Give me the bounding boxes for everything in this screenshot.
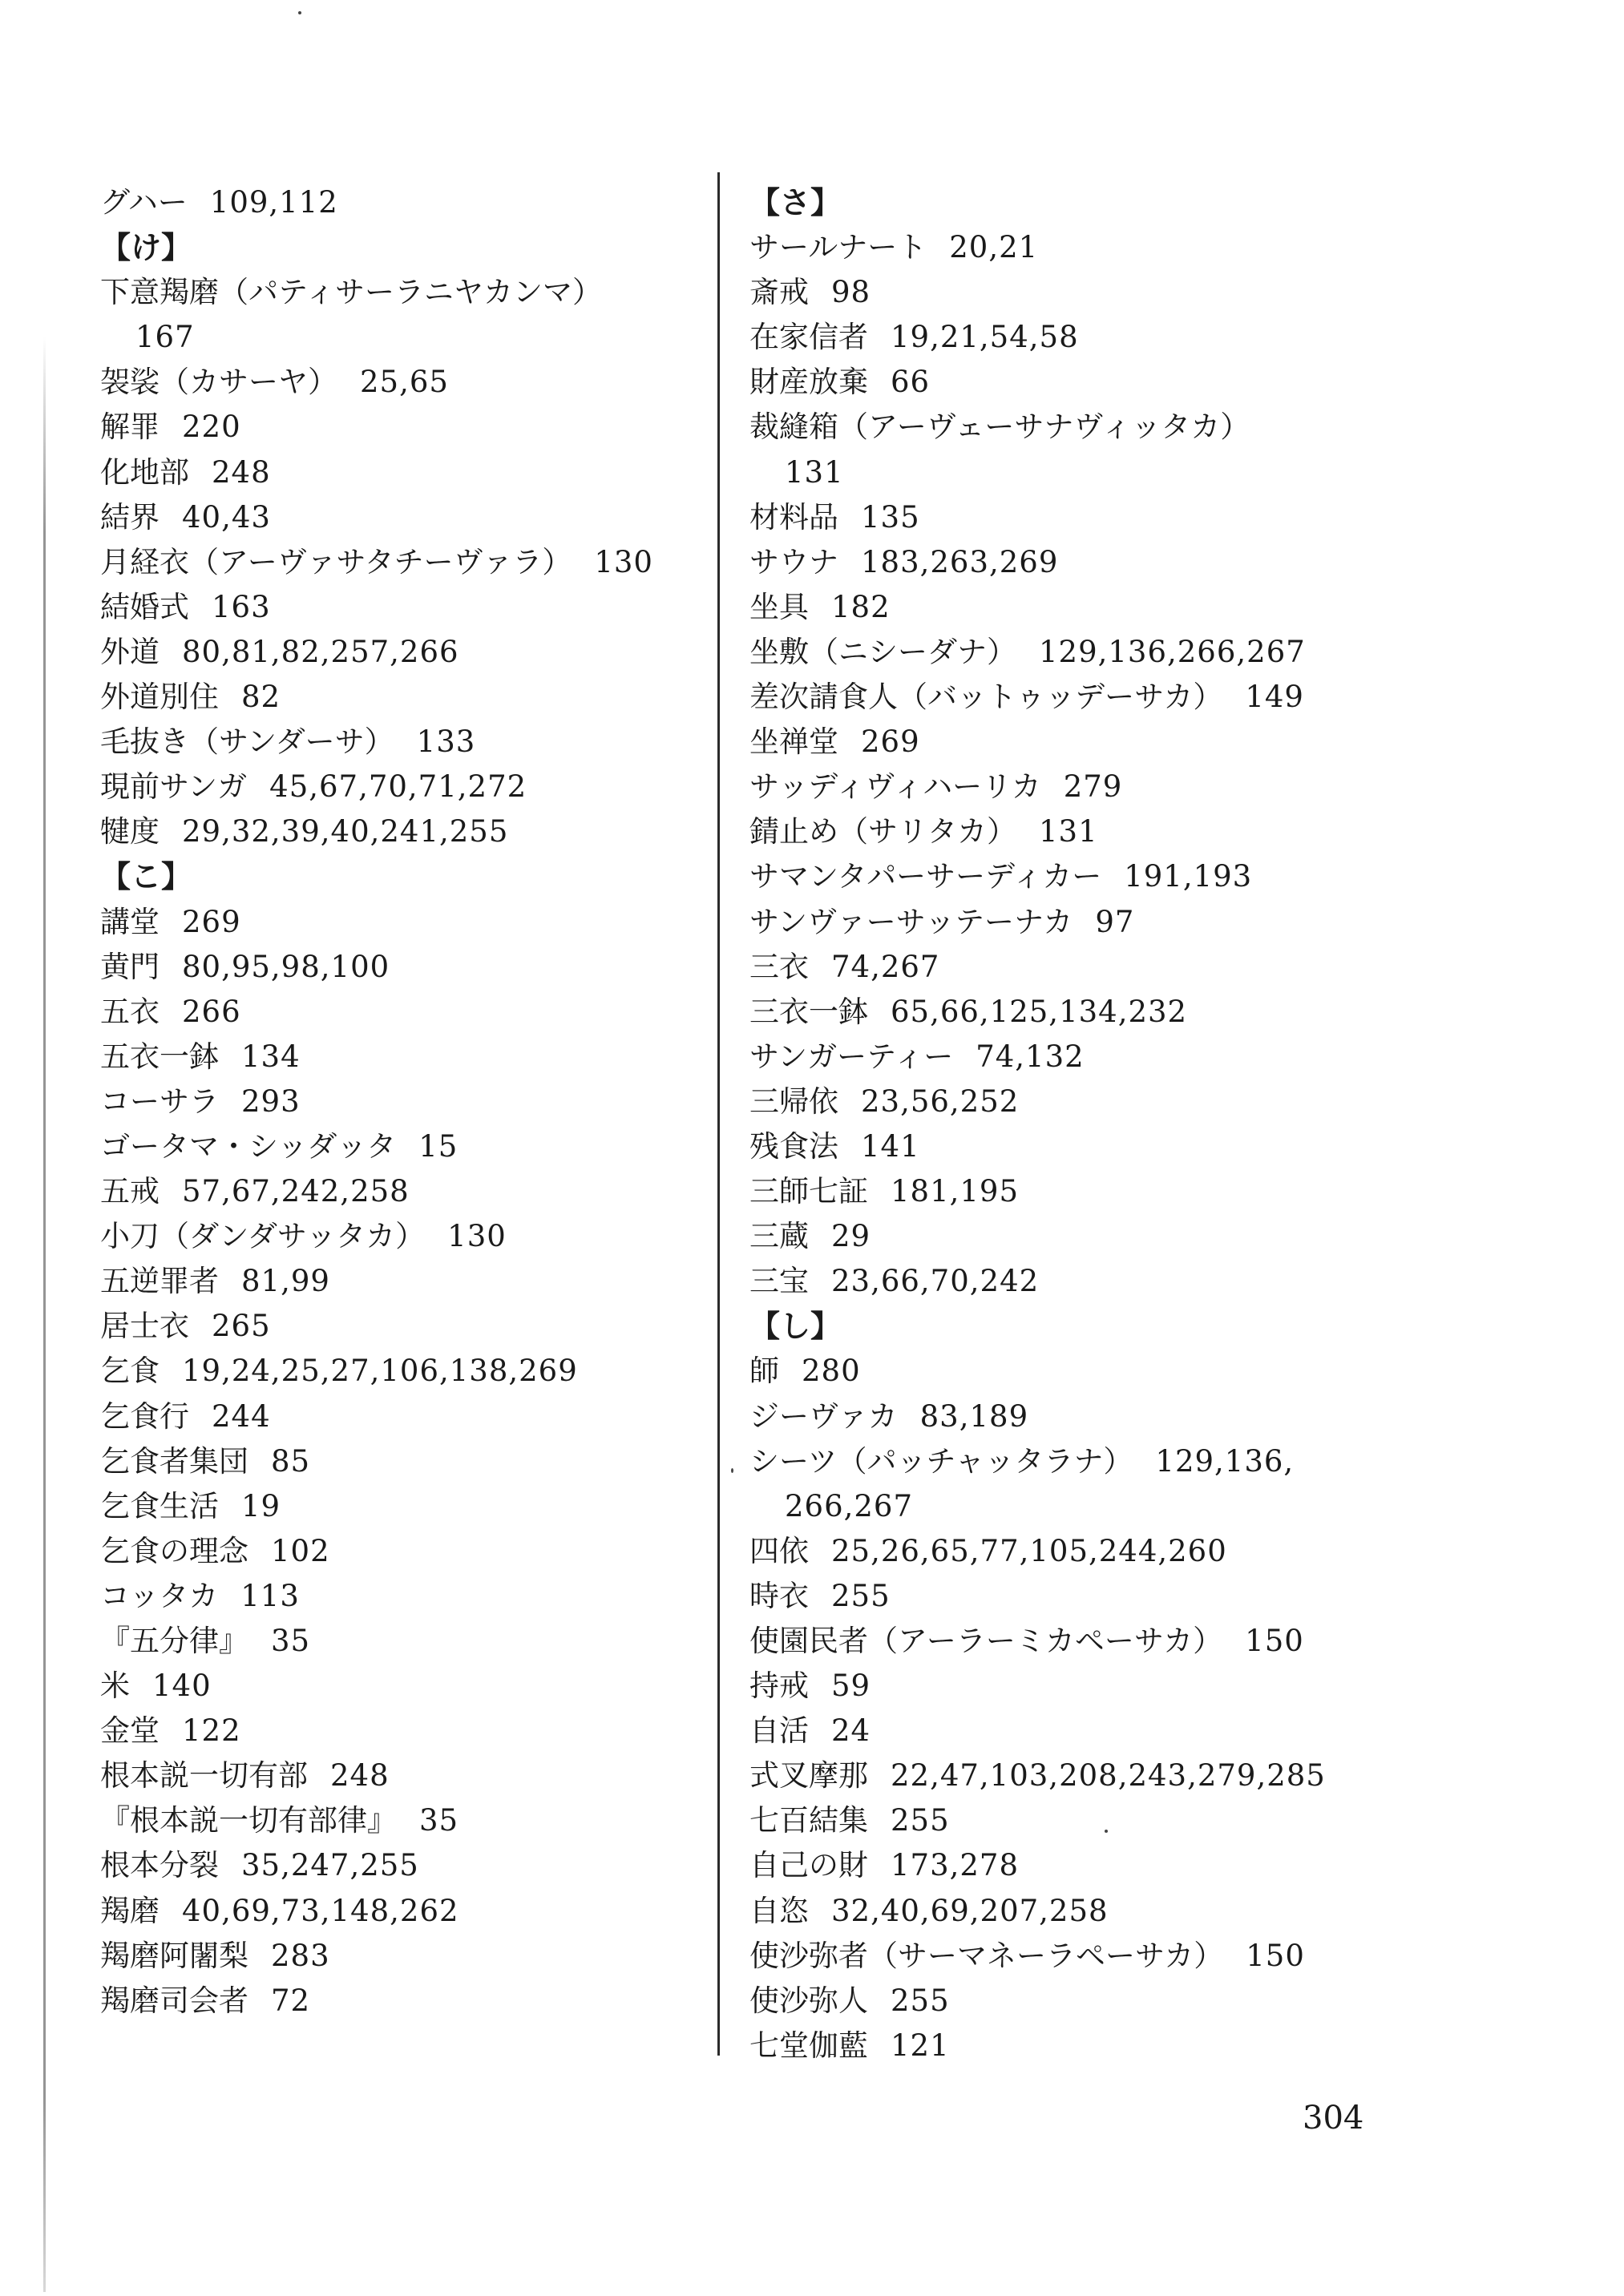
- index-term: 四依: [749, 1533, 809, 1568]
- index-term: 犍度: [100, 814, 160, 849]
- index-term: 持戒: [749, 1669, 809, 1704]
- index-term: コーサラ: [100, 1083, 219, 1119]
- index-entry: [100, 270, 725, 315]
- index-term: 外道: [100, 634, 160, 669]
- index-entry: [749, 1349, 1551, 1394]
- index-page-refs: 140: [152, 1669, 212, 1704]
- index-term: 乞食の理念: [100, 1533, 248, 1568]
- index-term: 五衣: [100, 994, 160, 1029]
- index-term: 羯磨: [100, 1893, 160, 1928]
- index-entry: [100, 1889, 725, 1934]
- index-term: 自恣: [749, 1893, 809, 1928]
- index-entry: [749, 1259, 1551, 1304]
- index-page-refs: 283: [271, 1938, 330, 1973]
- index-page-refs: 15: [418, 1128, 459, 1164]
- index-term: 三帰依: [749, 1083, 838, 1119]
- index-term: 乞食者集団: [100, 1443, 248, 1479]
- index-entry: [100, 1124, 725, 1169]
- index-entry: [749, 1979, 1551, 2024]
- index-term: サンヴァーサッテーナカ: [749, 904, 1073, 939]
- index-section-heading: [749, 180, 1551, 225]
- index-entry: [749, 225, 1551, 270]
- index-term: 根本説一切有部: [100, 1758, 308, 1794]
- index-page-refs: 35: [271, 1624, 311, 1658]
- index-page-refs: 82: [241, 680, 281, 715]
- index-entry: [749, 585, 1551, 630]
- index-term: 斎戒: [749, 275, 809, 310]
- index-term: 乞食生活: [100, 1488, 219, 1523]
- index-term: ゴータマ・シッダッタ: [100, 1128, 397, 1164]
- index-entry: [749, 854, 1551, 899]
- index-term: 結界: [100, 499, 160, 535]
- index-term: 使園民者（アーラーミカペーサカ）: [749, 1624, 1223, 1658]
- index-entry: [100, 1349, 725, 1394]
- index-entry: [749, 2024, 1551, 2068]
- index-term: グハー: [100, 185, 188, 220]
- index-entry: [749, 945, 1551, 990]
- index-term: 毛抜き（サンダーサ）: [100, 724, 394, 760]
- index-page-refs: 129,136,266,267: [1039, 634, 1306, 669]
- index-page-refs: 81,99: [241, 1264, 330, 1299]
- index-page-refs: 23,56,252: [861, 1083, 1020, 1119]
- index-entry: [749, 1079, 1551, 1124]
- index-entry: [100, 360, 725, 405]
- index-term: 式叉摩那: [749, 1758, 868, 1794]
- page-number: 304: [1303, 2100, 1364, 2137]
- index-entry: [749, 360, 1551, 405]
- index-entry: [749, 809, 1551, 854]
- index-entry: [100, 1979, 725, 2024]
- index-entry: [100, 1169, 725, 1214]
- index-term: 錆止め（サリタカ）: [749, 814, 1016, 849]
- index-entry: [749, 1619, 1551, 1664]
- index-term: 解罪: [100, 410, 160, 445]
- index-term: 『根本説一切有部律』: [100, 1803, 397, 1838]
- index-entry: [100, 180, 725, 225]
- index-term: 使沙弥者（サーマネーラペーサカ）: [749, 1938, 1224, 1973]
- index-page-refs: 131: [785, 454, 844, 490]
- index-column-left: [100, 180, 725, 2024]
- index-entry: [749, 540, 1551, 585]
- index-term: 裁縫箱（アーヴェーサナヴィッタカ）: [749, 410, 1250, 445]
- index-page-refs: 280: [802, 1354, 861, 1389]
- index-page-refs: 183,263,269: [861, 544, 1059, 579]
- index-page-refs: 74,267: [831, 949, 940, 984]
- index-entry: [749, 1843, 1551, 1888]
- index-term: 時衣: [749, 1578, 809, 1613]
- index-term: 七堂伽藍: [749, 2028, 868, 2063]
- index-page-refs: 266,267: [785, 1488, 914, 1523]
- index-entry: [749, 1124, 1551, 1169]
- index-term: 五衣一鉢: [100, 1039, 219, 1074]
- index-term: 師: [749, 1354, 779, 1389]
- index-term: 三衣一鉢: [749, 994, 868, 1029]
- index-page-refs: 129,136,: [1155, 1443, 1295, 1479]
- index-page-refs: 133: [416, 724, 476, 760]
- section-label: 【け】: [100, 230, 192, 266]
- index-page-refs: 65,66,125,134,232: [891, 994, 1188, 1029]
- index-entry: [100, 630, 725, 675]
- index-page-refs: 130: [447, 1219, 507, 1254]
- index-page-refs: 24: [831, 1713, 871, 1749]
- index-page-refs: 66: [891, 365, 931, 400]
- index-section-heading: [749, 1304, 1551, 1349]
- index-page-refs: 45,67,70,71,272: [269, 769, 527, 805]
- index-entry: [749, 1709, 1551, 1753]
- index-page-refs: 98: [831, 275, 871, 310]
- index-entry: [749, 1529, 1551, 1574]
- index-term: 黄門: [100, 949, 160, 984]
- index-page-refs: 163: [212, 589, 271, 624]
- index-entry: [100, 1529, 725, 1574]
- index-page-refs: 131: [1039, 814, 1098, 849]
- index-term: 三師七証: [749, 1174, 868, 1209]
- index-entry: [749, 270, 1551, 315]
- index-term: 三衣: [749, 949, 809, 984]
- index-entry: [749, 720, 1551, 765]
- index-term: 在家信者: [749, 320, 868, 355]
- index-entry: [749, 1035, 1551, 1079]
- index-page-refs: 167: [135, 320, 195, 355]
- index-page-refs: 35: [419, 1803, 459, 1838]
- index-page-refs: 25,26,65,77,105,244,260: [831, 1533, 1227, 1568]
- index-entry: [749, 1753, 1551, 1798]
- index-entry: [749, 990, 1551, 1035]
- section-label: 【さ】: [749, 185, 842, 220]
- index-term: 講堂: [100, 904, 160, 939]
- index-page-refs: 32,40,69,207,258: [831, 1893, 1109, 1928]
- index-page-refs: 293: [241, 1083, 301, 1119]
- index-term: サッディヴィハーリカ: [749, 769, 1041, 805]
- index-entry: [100, 1619, 725, 1664]
- index-entry: [749, 1574, 1551, 1619]
- index-page-refs: 72: [271, 1983, 311, 2018]
- index-page-refs: 29: [831, 1219, 871, 1254]
- index-entry: [100, 1394, 725, 1439]
- index-entry: [100, 1259, 725, 1304]
- index-term: 乞食行: [100, 1398, 189, 1434]
- index-term: 材料品: [749, 499, 838, 535]
- index-entry: [749, 630, 1551, 675]
- binding-edge: [0, 0, 48, 2296]
- index-entry: [749, 765, 1551, 809]
- index-entry: [749, 1214, 1551, 1259]
- index-page-refs: 191,193: [1124, 859, 1253, 894]
- index-term: 現前サンガ: [100, 769, 248, 805]
- index-entry: [100, 540, 725, 585]
- index-entry: [100, 1934, 725, 1979]
- scan-speck: [731, 1468, 733, 1473]
- index-entry: [100, 1753, 725, 1798]
- index-page-refs: 19: [241, 1488, 281, 1523]
- index-page-refs: 22,47,103,208,243,279,285: [891, 1758, 1326, 1794]
- index-page-refs: 20,21: [949, 230, 1039, 265]
- index-entry: [749, 315, 1551, 360]
- index-page-refs: 248: [330, 1758, 390, 1794]
- index-entry: [100, 1079, 725, 1124]
- index-entry: [100, 315, 725, 360]
- index-page-refs: 40,69,73,148,262: [182, 1893, 459, 1928]
- index-page-refs: 121: [891, 2028, 950, 2063]
- index-page-refs: 149: [1245, 680, 1304, 715]
- index-page-refs: 255: [891, 1803, 950, 1838]
- index-page-refs: 255: [891, 1983, 950, 2018]
- index-page-refs: 19,24,25,27,106,138,269: [182, 1354, 578, 1389]
- index-entry: [100, 1798, 725, 1843]
- index-entry: [100, 1035, 725, 1079]
- index-page-refs: 244: [212, 1398, 271, 1434]
- index-term: サンガーティー: [749, 1039, 954, 1074]
- index-entry: [100, 495, 725, 540]
- index-term: 下意羯磨（パティサーラニヤカンマ）: [100, 275, 603, 310]
- index-section-heading: [100, 225, 725, 270]
- index-entry: [100, 1484, 725, 1529]
- index-term: 三宝: [749, 1264, 809, 1299]
- index-entry: [100, 990, 725, 1035]
- scan-speck: [1105, 1830, 1108, 1833]
- index-term: 米: [100, 1669, 130, 1704]
- index-page-refs: 29,32,39,40,241,255: [182, 814, 509, 849]
- index-term: サールナート: [749, 230, 927, 265]
- index-term: 乞食: [100, 1354, 160, 1389]
- index-entry: [100, 1439, 725, 1484]
- index-page-refs: 269: [182, 904, 241, 939]
- index-section-heading: [100, 854, 725, 899]
- index-entry: [100, 1664, 725, 1709]
- index-entry: [749, 1394, 1551, 1439]
- index-term: 『五分律』: [100, 1624, 248, 1658]
- index-column-right: [749, 180, 1551, 2068]
- index-page-refs: 130: [594, 544, 653, 579]
- index-entry: [100, 450, 725, 495]
- index-entry: [749, 1484, 1551, 1529]
- index-page-refs: 80,81,82,257,266: [182, 634, 459, 669]
- index-term: ジーヴァカ: [749, 1398, 898, 1434]
- index-page-refs: 23,66,70,242: [831, 1264, 1040, 1299]
- index-page-refs: 19,21,54,58: [891, 320, 1079, 355]
- index-page-refs: 80,95,98,100: [182, 949, 390, 984]
- index-page-refs: 74,132: [976, 1039, 1085, 1074]
- index-page-refs: 150: [1246, 1938, 1305, 1973]
- index-entry: [749, 405, 1551, 450]
- column-divider: [717, 172, 720, 2056]
- section-label: 【こ】: [100, 859, 192, 895]
- index-entry: [100, 1304, 725, 1349]
- index-page-refs: 122: [182, 1713, 241, 1749]
- index-entry: [749, 1798, 1551, 1843]
- index-term: 金堂: [100, 1713, 160, 1749]
- index-page-refs: 109,112: [209, 185, 338, 220]
- index-page-refs: 102: [271, 1533, 330, 1568]
- index-page-refs: 83,189: [919, 1398, 1029, 1434]
- index-page-refs: 134: [241, 1039, 301, 1074]
- index-entry: [749, 1889, 1551, 1934]
- index-entry: [100, 585, 725, 630]
- index-term: 袈裟（カサーヤ）: [100, 365, 337, 400]
- index-page-refs: 135: [861, 499, 920, 535]
- index-term: 使沙弥人: [749, 1983, 868, 2018]
- index-page-refs: 35,247,255: [241, 1848, 419, 1883]
- index-term: 坐禅堂: [749, 724, 838, 760]
- index-entry: [749, 1934, 1551, 1979]
- index-term: 外道別住: [100, 680, 219, 715]
- index-term: 坐具: [749, 589, 809, 624]
- index-term: 残食法: [749, 1128, 838, 1164]
- index-page-refs: 59: [831, 1669, 871, 1704]
- index-page-refs: 266: [182, 994, 241, 1029]
- index-term: 自活: [749, 1713, 809, 1749]
- index-term: 羯磨司会者: [100, 1983, 248, 2018]
- index-page-refs: 25,65: [360, 365, 449, 400]
- index-page-refs: 269: [861, 724, 920, 760]
- index-entry: [749, 900, 1551, 945]
- index-entry: [100, 765, 725, 809]
- index-term: 七百結集: [749, 1803, 868, 1838]
- index-entry: [100, 1574, 725, 1619]
- index-entry: [100, 1214, 725, 1259]
- index-term: 根本分裂: [100, 1848, 219, 1883]
- index-entry: [749, 450, 1551, 495]
- index-entry: [749, 495, 1551, 540]
- index-term: サマンタパーサーディカー: [749, 859, 1102, 894]
- index-page-refs: 181,195: [891, 1174, 1020, 1209]
- index-entry: [100, 900, 725, 945]
- index-page-refs: 265: [212, 1309, 271, 1344]
- index-term: 五戒: [100, 1174, 160, 1209]
- index-term: 結婚式: [100, 589, 189, 624]
- index-term: 自己の財: [749, 1848, 868, 1883]
- index-page-refs: 150: [1245, 1624, 1304, 1658]
- index-entry: [749, 1169, 1551, 1214]
- index-term: 居士衣: [100, 1309, 189, 1344]
- index-term: 財産放棄: [749, 365, 868, 400]
- index-entry: [100, 675, 725, 720]
- index-page-refs: 220: [182, 410, 241, 445]
- index-page-refs: 85: [271, 1443, 311, 1479]
- index-entry: [749, 675, 1551, 720]
- index-entry: [100, 1709, 725, 1753]
- index-page-refs: 40,43: [182, 499, 271, 535]
- index-page-refs: 57,67,242,258: [182, 1174, 410, 1209]
- index-term: コッタカ: [100, 1578, 219, 1613]
- index-page-refs: 248: [212, 454, 271, 490]
- index-entry: [100, 720, 725, 765]
- index-term: 五逆罪者: [100, 1264, 219, 1299]
- index-page-refs: 97: [1095, 904, 1135, 939]
- index-entry: [749, 1439, 1551, 1484]
- index-term: 三蔵: [749, 1219, 809, 1254]
- index-term: 坐敷（ニシーダナ）: [749, 634, 1016, 669]
- index-term: 差次請食人（バットゥッデーサカ）: [749, 680, 1223, 715]
- index-term: シーツ（パッチャッタラナ）: [749, 1443, 1133, 1479]
- index-page-refs: 255: [831, 1578, 891, 1613]
- index-page-refs: 182: [831, 589, 891, 624]
- scan-speck: [298, 11, 301, 14]
- index-entry: [100, 809, 725, 854]
- index-term: 羯磨阿闍梨: [100, 1938, 248, 1973]
- index-entry: [100, 945, 725, 990]
- index-entry: [100, 1843, 725, 1888]
- index-term: 化地部: [100, 454, 189, 490]
- index-page-refs: 173,278: [891, 1848, 1020, 1883]
- index-entry: [100, 405, 725, 450]
- index-term: 小刀（ダンダサッタカ）: [100, 1219, 426, 1254]
- index-page-refs: 141: [861, 1128, 920, 1164]
- index-term: 月経衣（アーヴァサタチーヴァラ）: [100, 544, 572, 579]
- index-term: サウナ: [749, 544, 838, 579]
- index-page-refs: 113: [240, 1578, 300, 1613]
- index-page-refs: 279: [1063, 769, 1123, 805]
- index-entry: [749, 1664, 1551, 1709]
- section-label: 【し】: [749, 1309, 842, 1345]
